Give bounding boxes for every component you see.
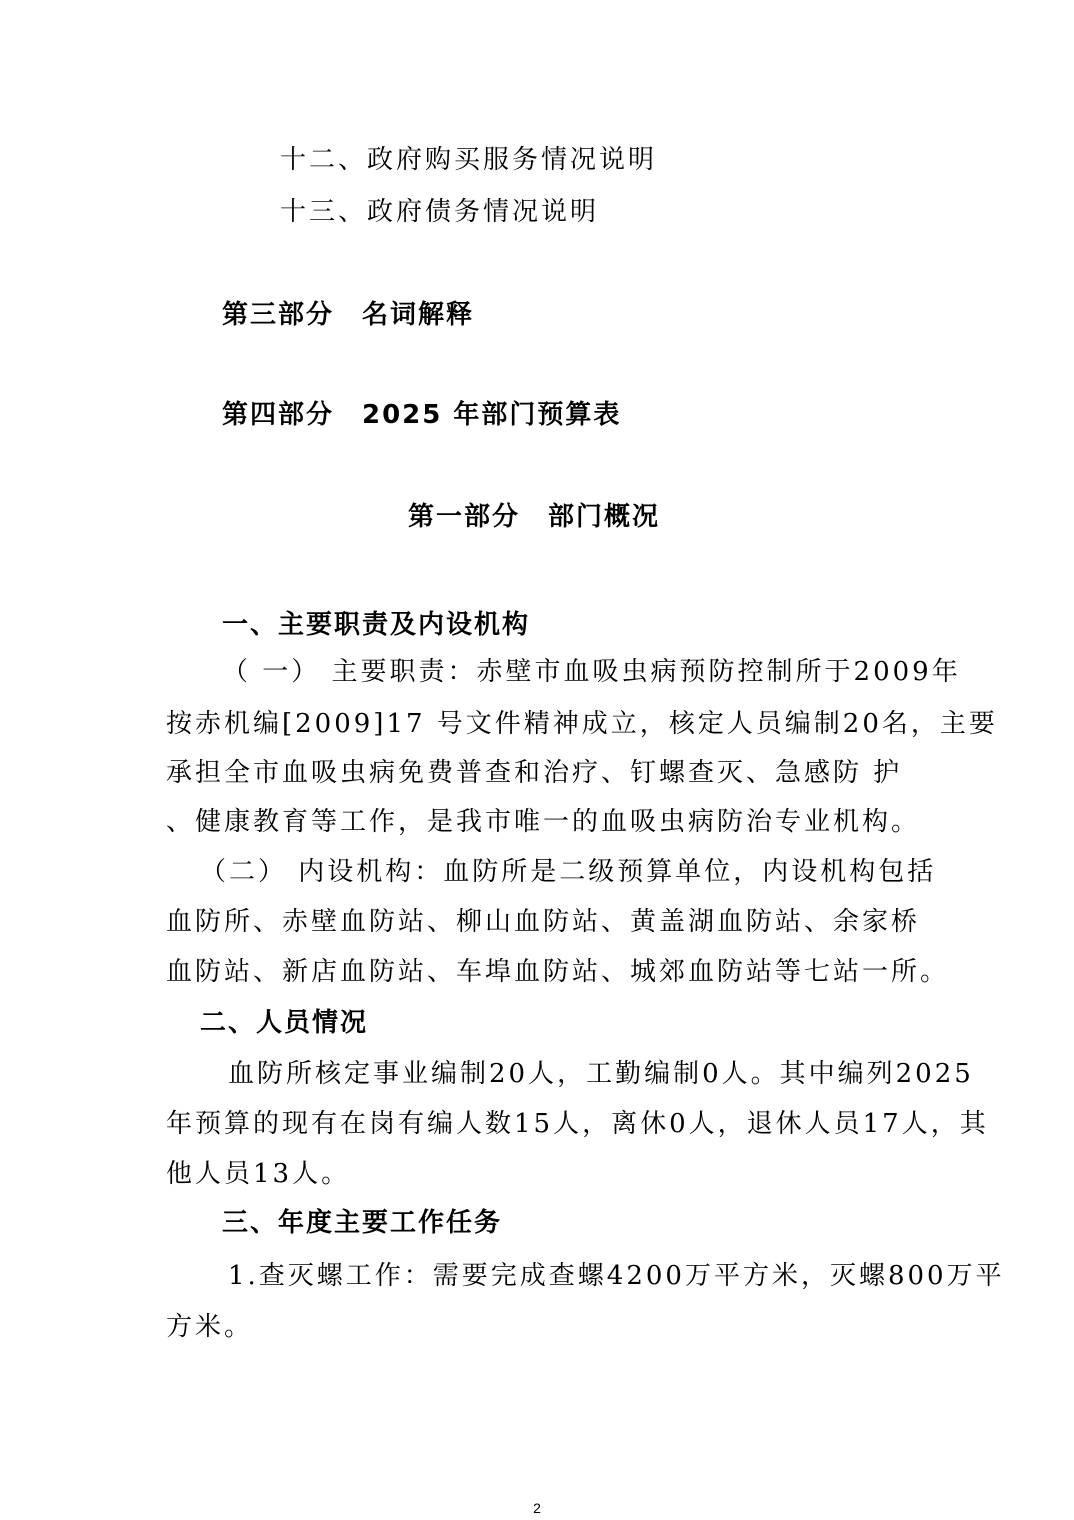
section-heading-staff: 二、人员情况	[200, 1008, 369, 1038]
section-heading-tasks: 三、年度主要工作任务	[222, 1208, 503, 1238]
part-title: 第一部分 部门概况	[408, 502, 661, 532]
paragraph-line: 承担全市血吸虫病免费普查和治疗、钉螺查灭、急感防 护	[166, 758, 903, 788]
paragraph-line: 血防所、赤壁血防站、柳山血防站、黄盖湖血防站、余家桥	[166, 907, 921, 937]
paragraph-line: 1.查灭螺工作：需要完成查螺4200万平方米，灭螺800万平	[228, 1261, 1005, 1291]
section-heading-duties: 一、主要职责及内设机构	[222, 610, 531, 640]
toc-part-3: 第三部分 名词解释	[222, 300, 475, 330]
paragraph-line: 、健康教育等工作，是我市唯一的血吸虫病防治专业机构。	[166, 807, 921, 837]
toc-part-4: 第四部分 2025 年部门预算表	[222, 400, 622, 430]
paragraph-line: 血防站、新店血防站、车埠血防站、城郊血防站等七站一所。	[166, 957, 950, 987]
paragraph-line: 他人员13人。	[166, 1159, 351, 1189]
paragraph-line: 方米。	[166, 1312, 254, 1342]
paragraph-line: 血防所核定事业编制20人，工勤编制0人。其中编列2025	[228, 1059, 974, 1089]
toc-item-12: 十二、政府购买服务情况说明	[280, 145, 658, 175]
paragraph-line: （ 一） 主要职责：赤壁市血吸虫病预防控制所于2009年	[222, 657, 961, 687]
paragraph-line: 按赤机编[2009]17 号文件精神成立，核定人员编制20名，主要	[166, 709, 998, 739]
paragraph-line: 年预算的现有在岗有编人数15人，离休0人，退休人员17人，其	[166, 1109, 989, 1139]
paragraph-line: （二） 内设机构：血防所是二级预算单位，内设机构包括	[200, 857, 937, 887]
page-number: 2	[533, 1500, 541, 1516]
toc-item-13: 十三、政府债务情况说明	[280, 197, 600, 227]
